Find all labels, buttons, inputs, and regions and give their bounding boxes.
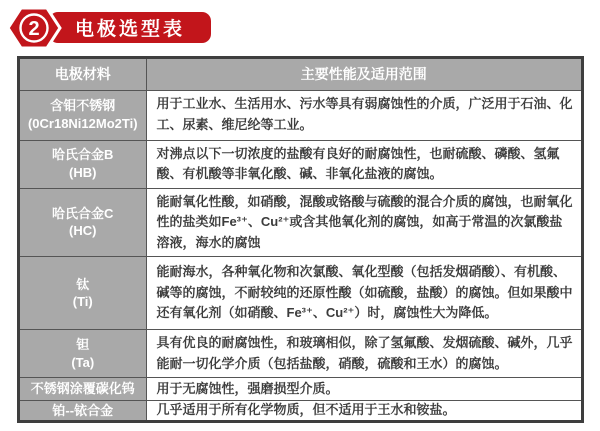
table-header-row: [19, 58, 582, 90]
description-cell: 能耐海水，各种氧化物和次氯酸、氧化型酸（包括发烟硝酸）、有机酸、碱等的腐蚀，不耐较纯的还原性酸（如硫酸，盐酸）的腐蚀。但如果酸中还有氧化剂（如硝酸、Fe³⁺、Cu²⁺）时，腐蚀性大为降低。: [146, 257, 582, 330]
material-code: (0Cr18Ni12Mo2Ti): [27, 116, 138, 131]
material-code: (HC): [69, 223, 97, 239]
description-cell: 用于工业水、生活用水、污水等具有弱腐蚀性的介质，广泛用于石油、化工、尿素、维尼纶等工业。: [146, 90, 582, 140]
material-cell: [19, 330, 146, 378]
column-header-description: 主要性能及适用范围: [146, 58, 582, 90]
material-cell: [19, 188, 146, 257]
column-header-material: 电极材料: [19, 58, 146, 90]
page-header: [0, 0, 600, 56]
material-name: 哈氏合金B: [52, 147, 114, 163]
table-row: [19, 90, 582, 140]
table-row: [19, 257, 582, 330]
material-name: 含钼不锈钢: [50, 98, 116, 114]
material-code: (HB): [69, 165, 97, 181]
table-row: [19, 378, 582, 401]
material-cell: [19, 257, 146, 330]
material-name: 哈氏合金C: [52, 205, 114, 221]
material-cell: [19, 140, 146, 188]
table-row: [19, 188, 582, 257]
material-name: 不锈钢涂覆碳化钨: [30, 381, 135, 397]
material-cell: [19, 90, 146, 140]
step-number: 2: [28, 18, 40, 40]
description-cell: 几乎适用于所有化学物质，但不适用于王水和铵盐。: [146, 401, 582, 421]
material-code: (Ti): [72, 294, 93, 310]
description-cell: 用于无腐蚀性，强磨损型介质。: [146, 378, 582, 401]
table-title: 电极选型表: [49, 12, 211, 43]
step-number-hexagon-icon: [5, 5, 63, 51]
material-cell: [19, 378, 146, 401]
electrode-selection-table: [18, 57, 583, 422]
table-row: [19, 140, 582, 188]
table-row: [19, 401, 582, 421]
material-code: (Ta): [71, 354, 95, 370]
material-name: 钛: [76, 276, 90, 292]
description-cell: 对沸点以下一切浓度的盐酸有良好的耐腐蚀性，也耐硫酸、磷酸、氢氟酸、有机酸等非氧化酸、碱、非氧化盐液的腐蚀。: [146, 140, 582, 188]
material-name: 铂--铱合金: [52, 402, 114, 418]
table-row: [19, 330, 582, 378]
material-cell: [19, 401, 146, 421]
material-name: 钽: [76, 337, 90, 353]
description-cell: 能耐氧化性酸，如硝酸，混酸或铬酸与硫酸的混合介质的腐蚀，也耐氧化性的盐类如Fe³⁺、Cu²⁺或含其他氧化剂的腐蚀，如高于常温的次氯酸盐溶液，海水的腐蚀: [146, 188, 582, 257]
description-cell: 具有优良的耐腐蚀性，和玻璃相似，除了氢氟酸、发烟硫酸、碱外，几乎能耐一切化学介质（包括盐酸，硝酸，硫酸和王水）的腐蚀。: [146, 330, 582, 378]
